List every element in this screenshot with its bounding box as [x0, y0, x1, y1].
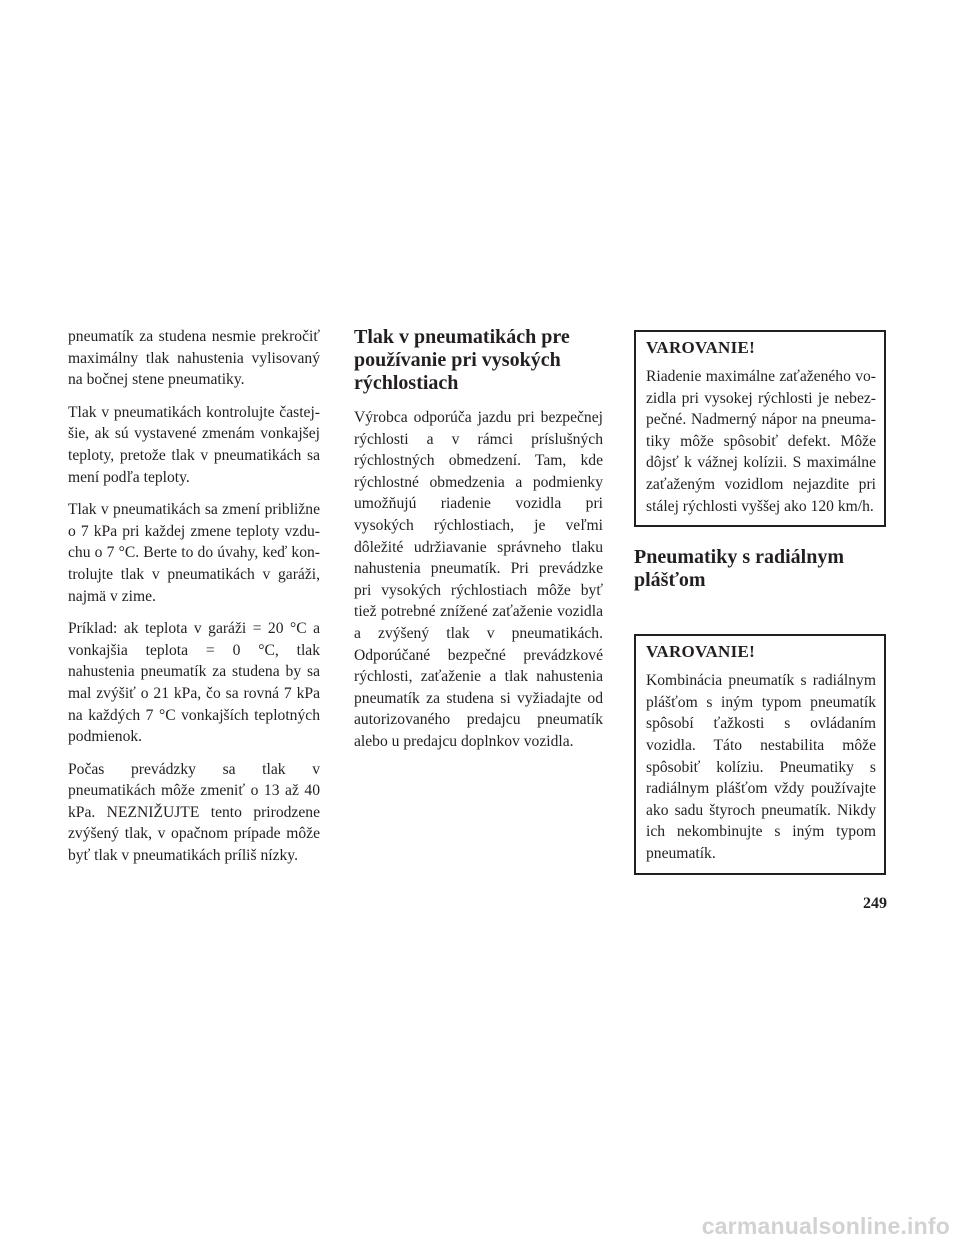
page-number: 249: [863, 895, 887, 912]
paragraph-temperature-change: Tlak v pneumatikách sa zmení približne o 7 kPa pri každej zmene teploty vzduchu o 7 °C. Berte to do úvahy, keď kontrolujte tlak v pneumatikách v garáži, najmä v zime.: [68, 501, 320, 605]
warning-text: Kombinácia pneumatík s radiálnym plášťom s iným typom pneumatík spôsobí ťažkosti s ovládaním vozidla. Táto nestabilita môže spôsobiť kolíziu. Pneumatiky s radiálnym plášťom vždy používajte ako sadu štyroch pneumatík. Nikdy ich nekombinujte s iným typom pneumatík.: [646, 672, 876, 862]
warning-title: VAROVANIE!: [646, 338, 756, 357]
warning-box-radial-tires: [634, 634, 886, 874]
warning-box-high-speed: [634, 330, 886, 527]
column-left: [68, 326, 320, 878]
watermark: carmanualsonline.info: [701, 1213, 950, 1239]
warning-title: VAROVANIE!: [646, 642, 756, 662]
paragraph-example: Príklad: ak teplota v garáži = 20 °C a vonkajšia teplota = 0 °C, tlak nahustenia pneumatík za studena by sa mal zvýšiť o 21 kPa, čo sa rovná 7 kPa na každých 7 °C vonkajších teplotných podmienok.: [68, 620, 320, 746]
paragraph-operating-pressure: Počas prevádzky sa tlak v pneumatikách môže zmeniť o 13 až 40 kPa. NEZNIŽUJTE tento prirodzene zvýšený tlak, v opačnom prípade môže byť tlak v pneumatikách príliš nízky.: [68, 760, 320, 865]
warning-text: Riadenie maximálne zaťaženého vozidla pri vysokej rýchlosti je nebezpečné. Nadmerný nápor na pneumatiky môže spôsobiť defekt. Môže dôjsť k vážnej kolízii. S maximálne zaťaženým vozidlom nejazdite pri stálej rýchlosti vyššej ako 120 km/h.: [646, 368, 876, 515]
paragraph-check-frequently: Tlak v pneumatikách kontrolujte častejšie, ak sú vystavené zmenám vonkajšej teploty, pretože tlak v pneumatikách sa mení podľa teploty.: [68, 403, 320, 486]
paragraph-high-speed: Výrobca odporúča jazdu pri bezpečnej rýchlosti a v rámci príslušných rýchlostných obmedzení. Tam, kde rýchlostné obmedzenia a podmienky umožňujú riadenie vozidla pri vysokých rýchlostiach, je veľmi dôležité udržiavanie správneho tlaku nahustenia pneumatík. Pri prevádzke pri vysokých rýchlostiach môže byť tiež potrebné znížené zaťaženie vozidla a zvýšený tlak v pneumatikách. Odporúčané bezpečné prevádzkové rýchlosti, zaťaženie a tlak nahustenia pneumatík za studena si vyžiadajte od autorizovaného predajcu pneumatík alebo u predajcu doplnkov vozidla.: [354, 409, 603, 750]
section-heading-high-speed: Tlak v pneumatikách pre používanie pri vysokých rýchlostiach: [354, 326, 570, 394]
section-heading-radial-tires: Pneumatiky s radiálnym plášťom: [634, 546, 845, 592]
paragraph-cold-pressure: pneumatík za studena nesmie prekročiť maximálny tlak nahustenia vylisovaný na bočnej stene pneumatiky.: [68, 328, 320, 389]
column-right: [634, 326, 886, 875]
column-middle: [354, 326, 603, 764]
